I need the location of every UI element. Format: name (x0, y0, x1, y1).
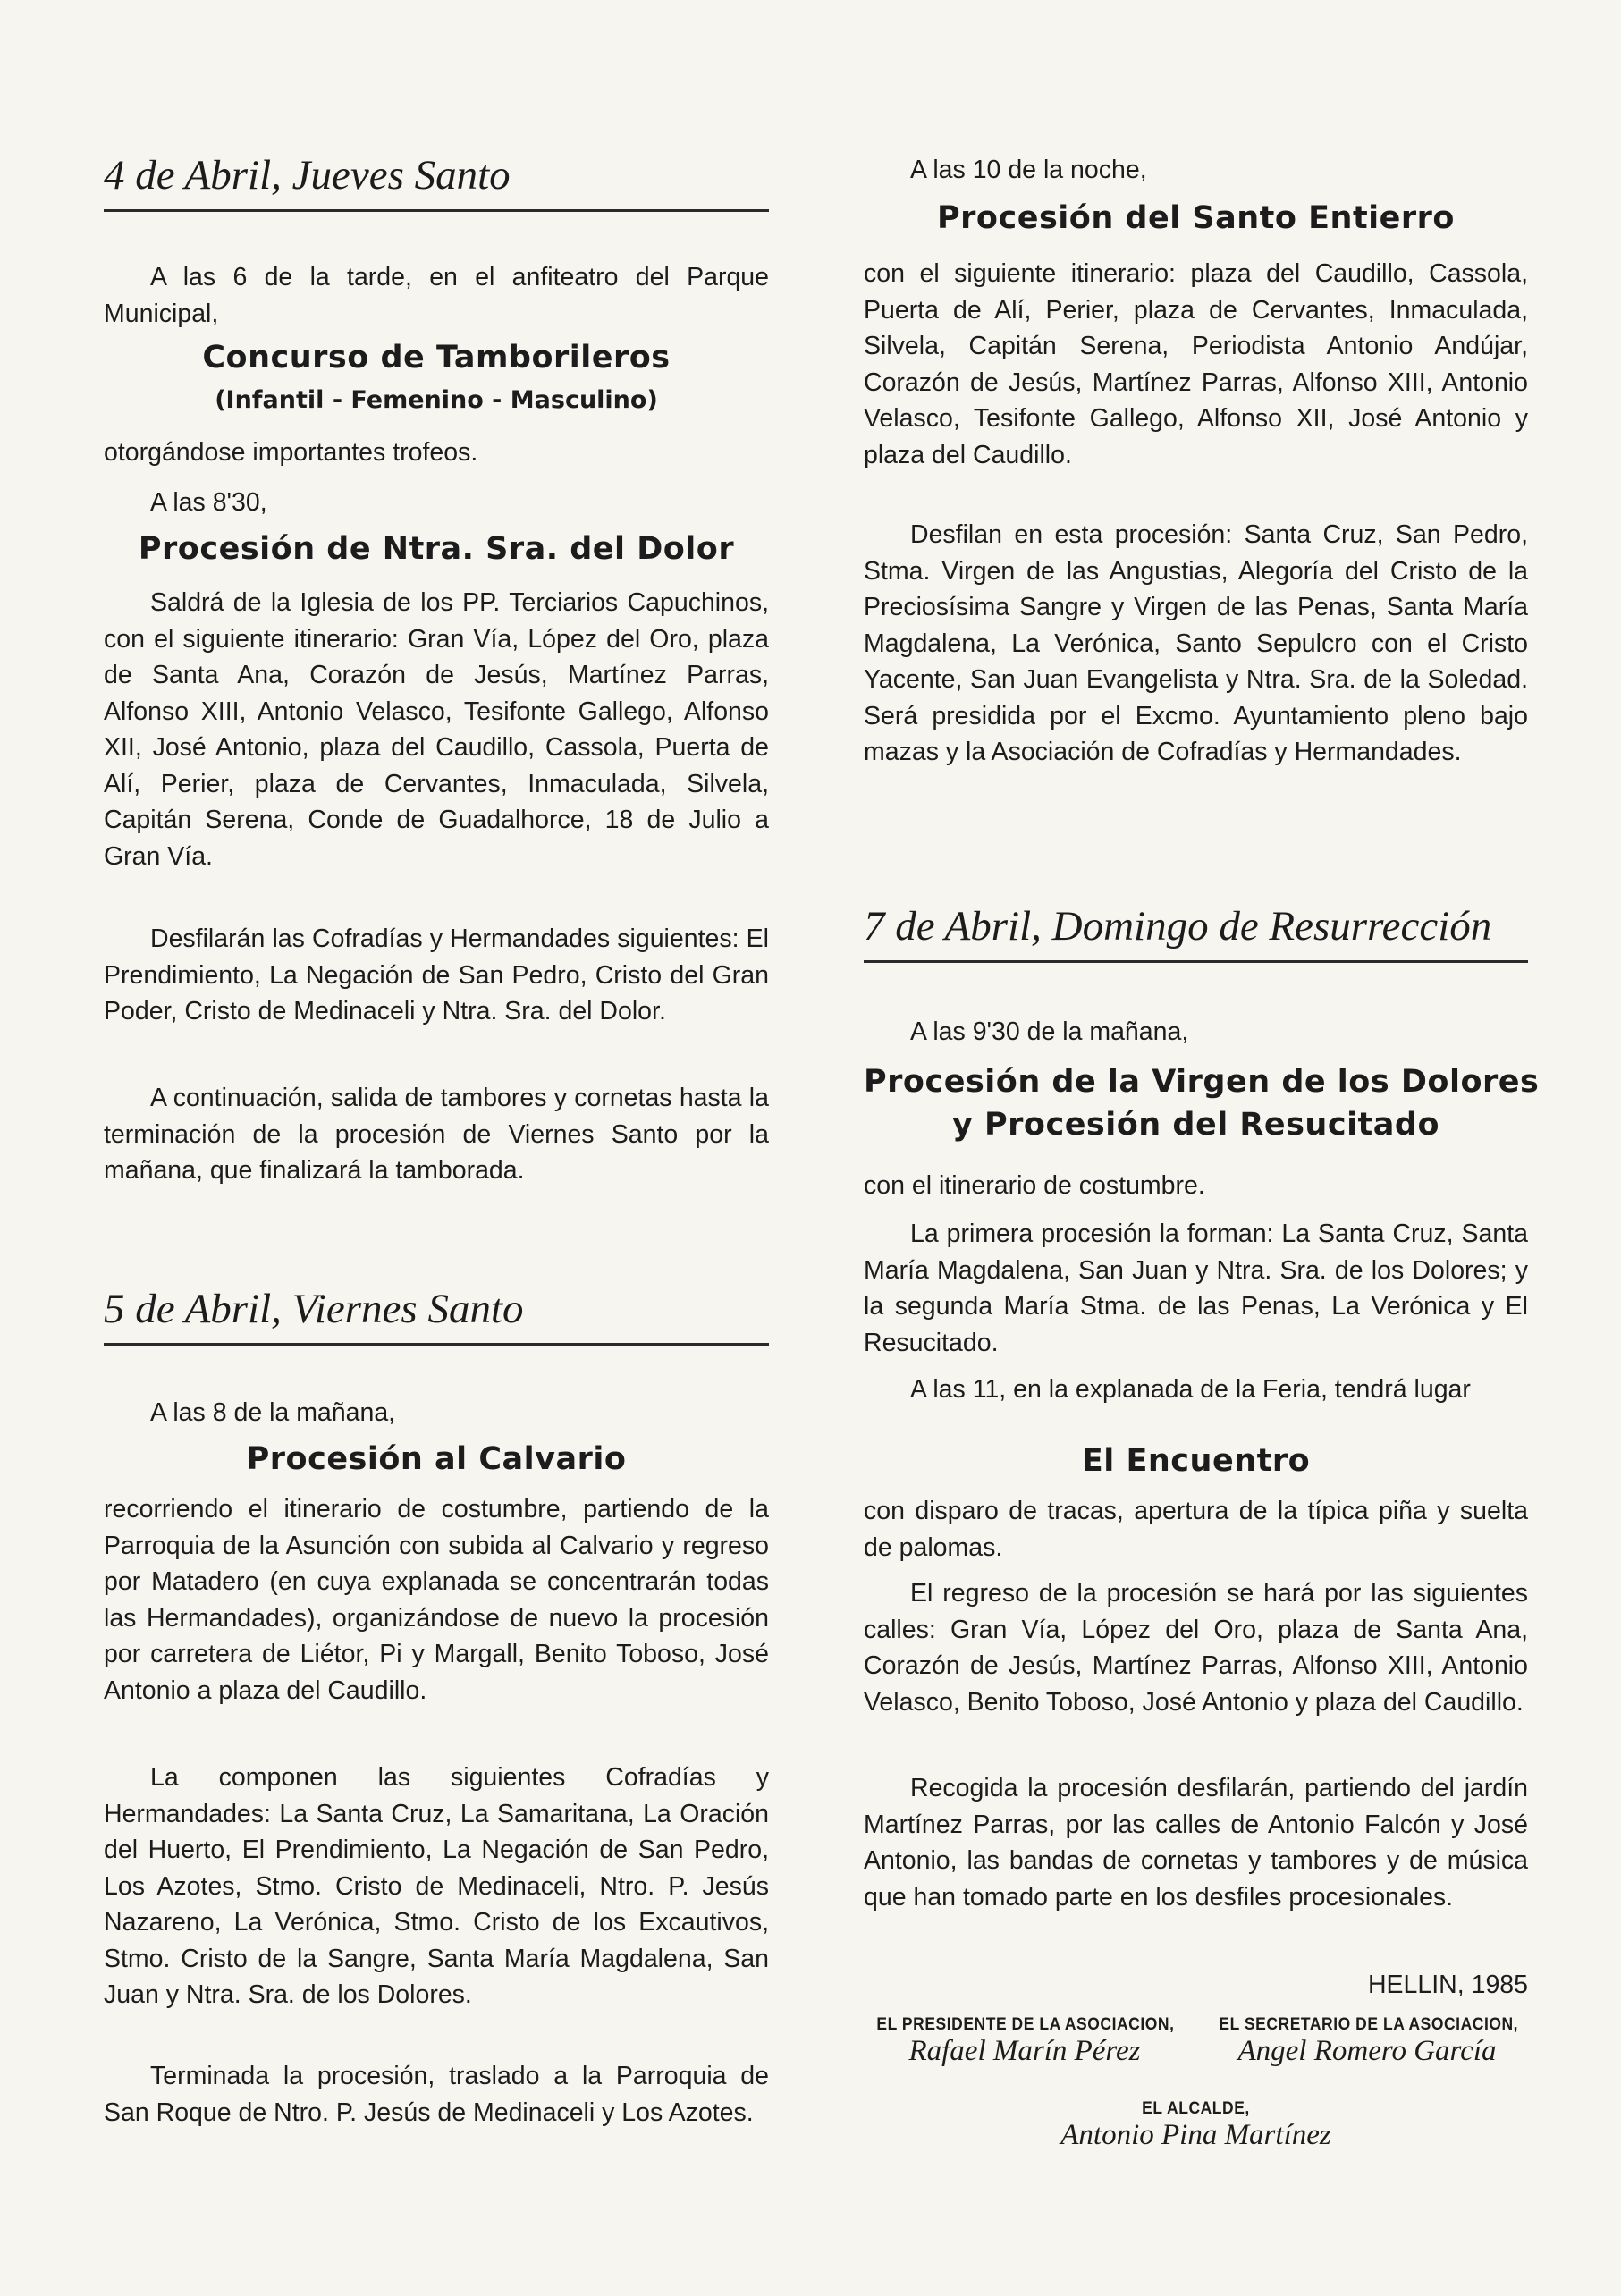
noche-intro-1 (864, 152, 1528, 189)
signature-alcalde (864, 2099, 1528, 2152)
body-paragraph: Recogida la procesión desfilarán, partiendo del jardín Martínez Parras, por las calles de Antonio Falcón y José Antonio, las bandas de cornetas y tambores y de música que han tomado parte en los desfiles procesionales. (864, 1774, 1528, 1912)
viernes-para-3 (104, 2058, 769, 2131)
event-title: Procesión al Calvario (246, 1441, 627, 1477)
signature-name: Rafael Marín Pérez (908, 2035, 1141, 2067)
body-text: otorgándose importantes trofeos. (104, 438, 478, 467)
signature-name: Antonio Pina Martínez (1060, 2119, 1331, 2151)
event-title-line-2: y Procesión del Resucitado (951, 1107, 1440, 1143)
event-concurso-tamborileros (104, 336, 769, 379)
event-procesion-calvario (104, 1438, 769, 1481)
domingo-para-1 (864, 1216, 1528, 1361)
event-title: Procesión del Santo Entierro (937, 200, 1455, 236)
body-paragraph: con el siguiente itinerario: plaza del Caudillo, Cassola, Puerta de Alí, Perier, plaza de Cervantes, Inmaculada, Silvela, Capitán Serena, Periodista Antonio Andújar, Corazón de Jesús, Martínez Parras, Alfonso XIII, Antonio Velasco, Tesifonte Gallego, Alfonso XII, José Antonio y plaza del Caudillo. (864, 259, 1528, 469)
jueves-intro-1 (104, 259, 769, 332)
signature-presidente (864, 2015, 1186, 2068)
place-date (864, 1967, 1528, 2004)
place-date-text: HELLIN, 1985 (1367, 1971, 1528, 1999)
event-subtitle: (Infantil - Femenino - Masculino) (215, 386, 658, 414)
body-paragraph: con disparo de tracas, apertura de la típica piña y suelta de palomas. (864, 1497, 1528, 1562)
day-heading-domingo-resurreccion: 7 de Abril, Domingo de Resurrección (864, 901, 1528, 963)
day-heading-viernes-santo: 5 de Abril, Viernes Santo (104, 1284, 769, 1346)
noche-para-1 (864, 256, 1528, 473)
domingo-intro-2 (864, 1372, 1528, 1408)
event-el-encuentro (864, 1439, 1528, 1482)
body-paragraph: recorriendo el itinerario de costumbre, partiendo de la Parroquia de la Asunción con subida al Calvario y regreso por Matadero (en cuya explanada se concentrarán todas las Hermandades), organizándose de nuevo la procesión por carretera de Liétor, Pi y Margall, Benito Toboso, José Antonio a plaza del Caudillo. (104, 1495, 769, 1705)
domingo-para-3 (864, 1575, 1528, 1720)
body-paragraph: Saldrá de la Iglesia de los PP. Terciarios Capuchinos, con el siguiente itinerario: Gran Vía, López del Oro, plaza de Santa Ana, Corazón de Jesús, Martínez Parras, Alfonso XIII, Antonio Velasco, Tesifonte Gallego, Alfonso XII, José Antonio, plaza del Caudillo, Cassola, Puerta de Alí, Perier, plaza de Cervantes, Inmaculada, Silvela, Capitán Serena, Conde de Guadalhorce, 18 de Julio a Gran Vía. (104, 588, 769, 871)
signature-role: EL SECRETARIO DE LA ASOCIACION, (1219, 2015, 1519, 2034)
jueves-after-1 (104, 435, 769, 471)
intro-text: A las 11, en la explanada de la Feria, tendrá lugar (910, 1375, 1471, 1404)
body-paragraph: La primera procesión la forman: La Santa Cruz, Santa María Magdalena, San Juan y Ntra. Sra. de los Dolores; y la segunda María Stma. de las Penas, La Verónica y El Resucitado. (864, 1220, 1528, 1357)
signature-role: EL ALCALDE, (1142, 2099, 1250, 2118)
signature-role: EL PRESIDENTE DE LA ASOCIACION, (876, 2015, 1175, 2034)
event-title: El Encuentro (1081, 1443, 1311, 1479)
body-paragraph: La componen las siguientes Cofradías y Hermandades: La Santa Cruz, La Samaritana, La Oración del Huerto, El Prendimiento, La Negación de San Pedro, Los Azotes, Stmo. Cristo de Medinaceli, Ntro. P. Jesús Nazareno, La Verónica, Stmo. Cristo de los Excautivos, Stmo. Cristo de la Sangre, Santa María Magdalena, San Juan y Ntra. Sra. de los Dolores. (104, 1763, 769, 2009)
signature-secretario (1206, 2015, 1528, 2068)
domingo-intro-1 (864, 1014, 1528, 1051)
domingo-para-2 (864, 1493, 1528, 1566)
intro-text: A las 6 de la tarde, en el anfiteatro del Parque Municipal, (104, 263, 769, 328)
body-paragraph: Desfilarán las Cofradías y Hermandades siguientes: El Prendimiento, La Negación de San Pedro, Cristo del Gran Poder, Cristo de Medinaceli y Ntra. Sra. del Dolor. (104, 924, 769, 1026)
event-virgen-dolores (864, 1060, 1540, 1146)
body-paragraph: El regreso de la procesión se hará por las siguientes calles: Gran Vía, López del Oro, plaza de Santa Ana, Corazón de Jesús, Martínez Parras, Alfonso XIII, Antonio Velasco, Benito Toboso, José Antonio y plaza del Caudillo. (864, 1579, 1528, 1717)
viernes-intro-1 (104, 1395, 769, 1431)
domingo-para-4 (864, 1770, 1528, 1915)
intro-text: A las 8 de la mañana, (150, 1398, 396, 1427)
jueves-intro-2 (104, 485, 769, 521)
body-paragraph: A continuación, salida de tambores y cornetas hasta la terminación de la procesión de Viernes Santo por la mañana, que finalizará la tamborada. (104, 1084, 769, 1185)
event-procesion-dolor (104, 528, 769, 570)
event-title: Concurso de Tamborileros (202, 340, 671, 376)
jueves-para-2 (104, 921, 769, 1030)
event-title: Procesión de Ntra. Sra. del Dolor (138, 531, 735, 567)
intro-text: A las 10 de la noche, (910, 156, 1147, 184)
body-text: con el itinerario de costumbre. (864, 1171, 1205, 1200)
domingo-after-1 (864, 1168, 1528, 1204)
jueves-para-3 (104, 1080, 769, 1189)
intro-text: A las 9'30 de la mañana, (910, 1017, 1189, 1046)
noche-para-2 (864, 517, 1528, 771)
signature-name: Angel Romero García (1237, 2035, 1497, 2067)
viernes-para-2 (104, 1760, 769, 2013)
event-santo-entierro (864, 197, 1528, 240)
intro-text: A las 8'30, (150, 488, 267, 517)
body-paragraph: Desfilan en esta procesión: Santa Cruz, San Pedro, Stma. Virgen de las Angustias, Alegoría del Cristo de la Preciosísima Sangre y Virgen de las Penas, Santa María Magdalena, La Verónica, Santo Sepulcro con el Cristo Yacente, San Juan Evangelista y Ntra. Sra. de la Soledad. Será presidida por el Excmo. Ayuntamiento pleno bajo mazas y la Asociación de Cofradías y Hermandades. (864, 520, 1528, 766)
body-paragraph: Terminada la procesión, traslado a la Parroquia de San Roque de Ntro. P. Jesús de Medinaceli y Los Azotes. (104, 2062, 769, 2127)
signature-row (864, 2015, 1528, 2098)
day-heading-jueves-santo: 4 de Abril, Jueves Santo (104, 150, 769, 212)
event-title-line-1: Procesión de la Virgen de los Dolores (864, 1064, 1540, 1100)
viernes-para-1 (104, 1491, 769, 1709)
jueves-para-1 (104, 585, 769, 874)
event-concurso-subtitle (104, 383, 769, 418)
